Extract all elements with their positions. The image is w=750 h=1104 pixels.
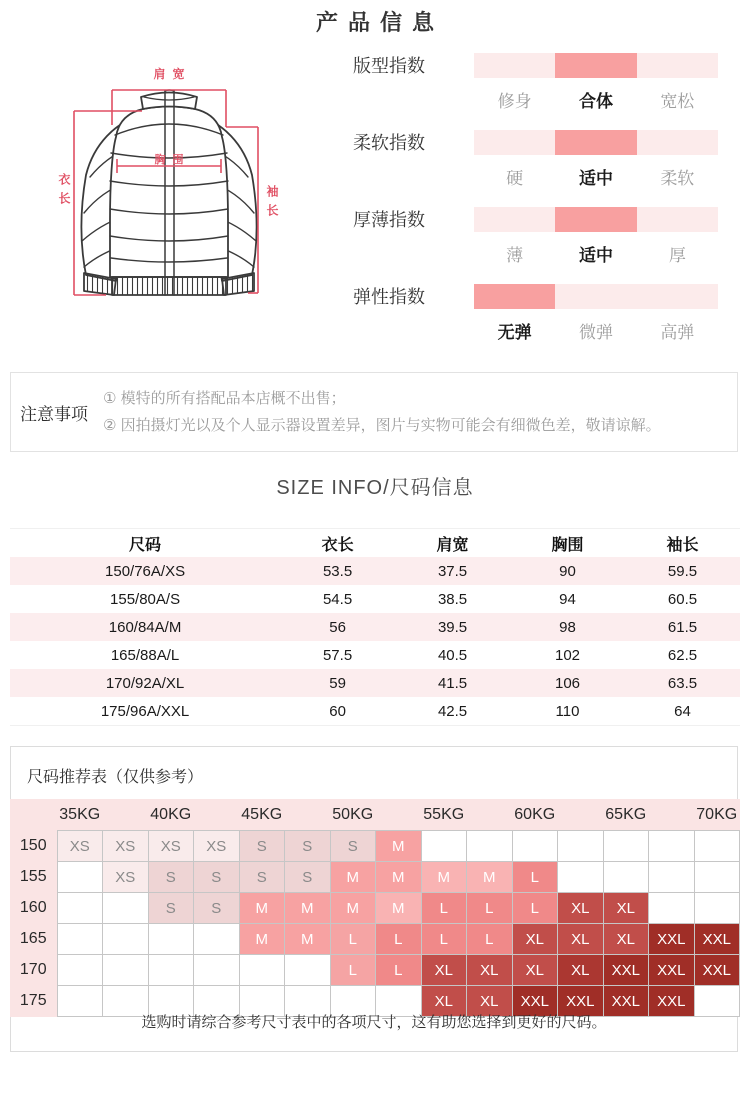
size-table-cell: 170/92A/XL [105, 674, 185, 692]
empty-cell [57, 924, 103, 955]
empty-cell [694, 831, 740, 862]
index-option: 适中 [578, 169, 613, 188]
index-option: 厚 [668, 246, 686, 265]
size-recommendation-box [10, 746, 738, 1052]
size-table-row [10, 613, 740, 641]
index-option: 薄 [506, 246, 524, 265]
size-recommendation-cell: L [330, 924, 376, 955]
size-table-cell: 59.5 [667, 562, 698, 580]
size-table-row [10, 697, 740, 726]
index-option: 合体 [578, 92, 613, 111]
size-recommendation-cell: M [285, 893, 331, 924]
index-row-main [353, 52, 719, 78]
size-recommendation-cell: M [330, 862, 376, 893]
size-recommendation-cell: XL [558, 955, 604, 986]
size-table-cell: 155/80A/S [110, 590, 181, 608]
size-recommendation-cell: L [421, 924, 467, 955]
size-recommendation-cell: L [376, 955, 422, 986]
size-recommendation-cell: S [239, 862, 285, 893]
index-label: 厚薄指数 [353, 210, 425, 230]
size-table-cell: 106 [555, 674, 581, 692]
jacket-outline [82, 90, 257, 295]
index-row [353, 52, 719, 112]
recommendation-title: 尺码推荐表（仅供参考） [27, 769, 204, 786]
size-recommendation-cell: M [376, 862, 422, 893]
empty-cell [57, 955, 103, 986]
empty-cell [603, 862, 649, 893]
weight-header-cell: 45KG [239, 799, 285, 831]
notes-label: 注意事项 [20, 404, 88, 424]
size-table-row [10, 557, 740, 585]
index-bar [474, 207, 718, 232]
index-label: 弹性指数 [353, 287, 425, 307]
empty-cell [558, 831, 604, 862]
size-recommendation-cell: XXL [649, 955, 695, 986]
size-recommendation-cell: M [421, 862, 467, 893]
size-table-cell: 110 [555, 702, 580, 720]
empty-cell [239, 955, 285, 986]
index-option: 高弹 [660, 323, 695, 342]
size-recommendation-cell: M [239, 924, 285, 955]
empty-cell [285, 955, 331, 986]
size-recommendation-cell: S [330, 831, 376, 862]
size-recommendation-cell: L [467, 893, 513, 924]
recommendation-row [10, 862, 740, 893]
size-table-cell: 90 [559, 562, 576, 580]
weight-header-cell: 60KG [512, 799, 558, 831]
empty-cell [57, 862, 103, 893]
size-recommendation-cell: XXL [649, 924, 695, 955]
size-table-body [10, 557, 740, 726]
size-recommendation-cell: S [239, 831, 285, 862]
empty-cell [148, 924, 194, 955]
size-column-header: 衣长 [321, 536, 354, 554]
recommendation-weight-header-row [10, 799, 740, 831]
notes-box [10, 372, 738, 452]
size-table-row [10, 641, 740, 669]
size-recommendation-cell: XS [194, 831, 240, 862]
empty-cell [694, 893, 740, 924]
empty-cell [694, 862, 740, 893]
recommendation-grid [10, 799, 740, 1017]
height-label-cell: 175 [10, 986, 57, 1017]
weight-header-cell: 35KG [57, 799, 103, 831]
size-table-cell: 54.5 [322, 590, 353, 608]
size-table-cell: 38.5 [437, 590, 468, 608]
size-table-cell: 64 [674, 702, 691, 720]
empty-cell [421, 831, 467, 862]
size-table-cell: 98 [559, 618, 576, 636]
size-table-cell: 40.5 [437, 646, 468, 664]
index-bar [474, 53, 718, 78]
index-bar [474, 130, 718, 155]
index-segment [637, 53, 718, 78]
recommendation-row [10, 893, 740, 924]
height-label-cell: 155 [10, 862, 57, 893]
index-row-main [353, 283, 719, 309]
length-label: 衣长 [57, 173, 71, 211]
index-segment-selected [555, 207, 636, 232]
weight-header-spacer [194, 799, 240, 831]
empty-cell [194, 924, 240, 955]
size-table-cell: 160/84A/M [108, 618, 182, 636]
note-line: ① 模特的所有搭配品本店概不出售； [103, 390, 346, 407]
recommendation-row [10, 924, 740, 955]
weight-header-cell: 65KG [603, 799, 649, 831]
index-options [474, 241, 718, 266]
index-option: 柔软 [660, 169, 695, 188]
size-table-cell: 175/96A/XXL [100, 702, 190, 720]
index-segment [474, 53, 555, 78]
weight-header-cell: 70KG [694, 799, 740, 831]
size-column-header: 尺码 [129, 536, 162, 554]
index-row [353, 283, 719, 343]
size-table-cell: 57.5 [322, 646, 353, 664]
note-line: ② 因拍摄灯光以及个人显示器设置差异，图片与实物可能会有细微色差，敬请谅解。 [103, 417, 661, 434]
size-table-cell: 165/88A/L [110, 646, 180, 664]
size-recommendation-cell: S [194, 862, 240, 893]
size-table-row [10, 585, 740, 613]
size-recommendation-cell: L [512, 893, 558, 924]
jacket-measurement-diagram [30, 55, 335, 350]
index-option: 微弹 [578, 323, 613, 342]
index-option: 适中 [578, 246, 613, 265]
empty-cell [103, 955, 149, 986]
index-segment [474, 207, 555, 232]
size-recommendation-cell: XL [421, 986, 467, 1017]
size-recommendation-cell: XXL [649, 986, 695, 1017]
weight-header-spacer [376, 799, 422, 831]
empty-cell [649, 862, 695, 893]
weight-header-spacer [649, 799, 695, 831]
index-segment [555, 284, 636, 309]
size-recommendation-cell: M [239, 893, 285, 924]
size-table-cell: 94 [559, 590, 576, 608]
height-label-cell: 165 [10, 924, 57, 955]
size-table-cell: 41.5 [437, 674, 468, 692]
size-recommendation-cell: XL [421, 955, 467, 986]
size-recommendation-cell: M [330, 893, 376, 924]
size-recommendation-cell: L [376, 924, 422, 955]
size-recommendation-cell: XL [558, 893, 604, 924]
empty-cell [57, 893, 103, 924]
size-recommendation-cell: L [421, 893, 467, 924]
size-recommendation-cell: XXL [512, 986, 558, 1017]
size-table-cell: 53.5 [322, 562, 353, 580]
size-recommendation-cell: XL [603, 893, 649, 924]
size-recommendation-cell: M [376, 893, 422, 924]
size-table-row [10, 669, 740, 697]
index-row [353, 206, 719, 266]
index-options [474, 164, 718, 189]
recommendation-corner-cell [10, 799, 57, 831]
empty-cell [194, 955, 240, 986]
height-label-cell: 160 [10, 893, 57, 924]
size-column-header: 袖长 [666, 536, 699, 554]
size-table-cell: 37.5 [437, 562, 468, 580]
index-row [353, 129, 719, 189]
size-recommendation-cell: XS [148, 831, 194, 862]
height-label-cell: 170 [10, 955, 57, 986]
size-recommendation-cell: XL [512, 955, 558, 986]
index-options [474, 318, 718, 343]
size-table-cell: 60 [329, 702, 346, 720]
jacket-drawing [30, 55, 335, 350]
empty-cell [558, 862, 604, 893]
empty-cell [103, 893, 149, 924]
shoulder-width-label: 肩宽 [153, 67, 192, 81]
index-label: 柔软指数 [353, 133, 425, 153]
size-table-cell: 63.5 [667, 674, 698, 692]
index-panel [353, 52, 719, 360]
size-recommendation-cell: S [148, 893, 194, 924]
index-label: 版型指数 [353, 56, 425, 76]
size-column-header: 肩宽 [436, 536, 469, 554]
size-column-header: 胸围 [551, 536, 584, 554]
weight-header-cell: 40KG [148, 799, 194, 831]
index-row-main [353, 129, 719, 155]
size-recommendation-cell: XS [103, 831, 149, 862]
index-segment-selected [474, 284, 555, 309]
size-recommendation-cell: S [148, 862, 194, 893]
size-recommendation-cell: M [285, 924, 331, 955]
size-table-cell: 102 [555, 646, 581, 664]
index-segment [474, 130, 555, 155]
index-segment [637, 284, 718, 309]
empty-cell [512, 831, 558, 862]
size-table-cell: 39.5 [437, 618, 468, 636]
size-recommendation-cell: S [285, 831, 331, 862]
index-segment-selected [555, 53, 636, 78]
size-recommendation-cell: XS [103, 862, 149, 893]
size-table-head [10, 529, 740, 558]
size-table-cell: 60.5 [667, 590, 698, 608]
size-info-heading: SIZE INFO/尺码信息 [276, 477, 474, 499]
empty-cell [649, 831, 695, 862]
empty-cell [148, 955, 194, 986]
size-recommendation-cell: XL [467, 955, 513, 986]
index-bar [474, 284, 718, 309]
size-recommendation-cell: XXL [603, 955, 649, 986]
size-recommendation-cell: L [512, 862, 558, 893]
index-option: 修身 [497, 92, 532, 111]
empty-cell [467, 831, 513, 862]
height-label-cell: 150 [10, 831, 57, 862]
index-option: 无弹 [497, 323, 532, 342]
page-title: 产品信息 [315, 10, 444, 35]
size-recommendation-cell: L [330, 955, 376, 986]
weight-header-spacer [285, 799, 331, 831]
size-recommendation-cell: XXL [603, 986, 649, 1017]
index-segment [637, 207, 718, 232]
size-recommendation-cell: XL [558, 924, 604, 955]
size-recommendation-cell: XL [512, 924, 558, 955]
size-table-cell: 59 [329, 674, 346, 692]
size-recommendation-cell: S [285, 862, 331, 893]
recommendation-row [10, 831, 740, 862]
size-recommendation-cell: XS [57, 831, 103, 862]
size-table-cell: 56 [329, 618, 346, 636]
size-table-cell: 62.5 [667, 646, 698, 664]
size-recommendation-cell: XL [603, 924, 649, 955]
size-recommendation-cell: M [467, 862, 513, 893]
weight-header-spacer [103, 799, 149, 831]
weight-header-cell: 55KG [421, 799, 467, 831]
empty-cell [103, 924, 149, 955]
size-recommendation-cell: M [376, 831, 422, 862]
size-recommendation-cell: XXL [694, 955, 740, 986]
sleeve-length-label: 袖长 [265, 185, 279, 223]
size-recommendation-cell: XXL [558, 986, 604, 1017]
empty-cell [603, 831, 649, 862]
chest-label: 胸围 [154, 154, 191, 166]
size-recommendation-cell: L [467, 924, 513, 955]
index-segment-selected [555, 130, 636, 155]
size-recommendation-cell: S [194, 893, 240, 924]
size-table-header-row [10, 529, 740, 558]
size-recommendation-cell: XL [467, 986, 513, 1017]
size-recommendation-cell: XXL [694, 924, 740, 955]
weight-header-cell: 50KG [330, 799, 376, 831]
weight-header-spacer [558, 799, 604, 831]
index-options [474, 87, 718, 112]
index-segment [637, 130, 718, 155]
recommendation-note: 选购时请综合参考尺寸表中的各项尺寸，这有助您选择到更好的尺码。 [141, 1014, 607, 1031]
size-table-cell: 61.5 [667, 618, 698, 636]
empty-cell [649, 893, 695, 924]
index-option: 硬 [506, 169, 524, 188]
index-option: 宽松 [660, 92, 695, 111]
weight-header-spacer [467, 799, 513, 831]
size-table [10, 528, 740, 726]
size-table-cell: 42.5 [437, 702, 468, 720]
index-row-main [353, 206, 719, 232]
notes-lines [103, 385, 661, 439]
size-table-cell: 150/76A/XS [105, 562, 186, 580]
recommendation-row [10, 955, 740, 986]
